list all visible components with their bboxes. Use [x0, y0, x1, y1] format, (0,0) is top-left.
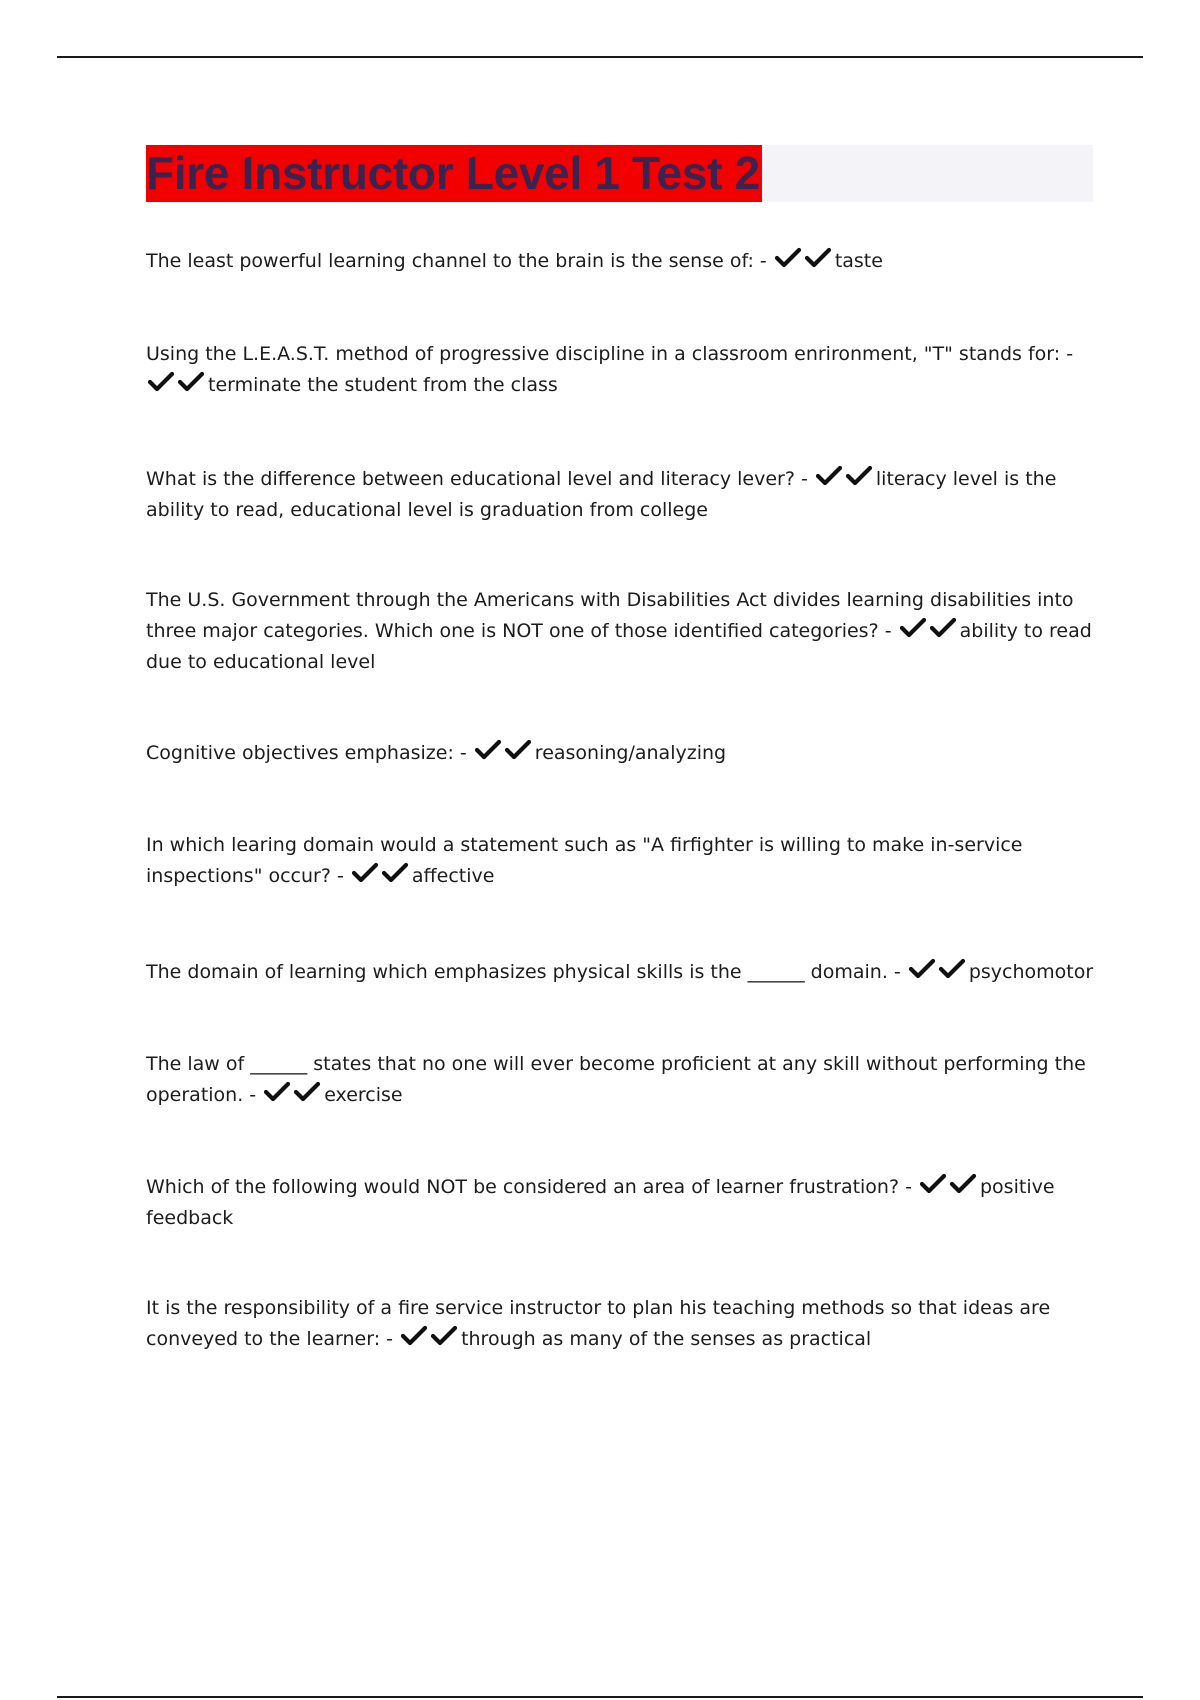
answer-text: reasoning/analyzing	[534, 742, 727, 764]
double-checkmark-icon	[475, 739, 533, 761]
answer-text: positive feedback	[146, 1176, 1055, 1229]
separator: -	[753, 250, 773, 272]
double-checkmark-icon	[920, 1173, 978, 1195]
page-title: Fire Instructor Level 1 Test 2	[146, 145, 762, 202]
separator: -	[380, 1328, 400, 1350]
question-text: The U.S. Government through the Americans with Disabilities Act divides learning disabilities into three major categories. Which one is NOT one of those identified categories?	[146, 589, 1074, 642]
qa-item-8	[146, 1049, 1098, 1111]
qa-item-10	[146, 1293, 1098, 1355]
answer-text: psychomotor	[968, 961, 1094, 983]
bottom-rule	[57, 1696, 1143, 1698]
qa-item-6	[146, 830, 1098, 892]
question-text: The least powerful learning channel to the brain is the sense of:	[146, 250, 754, 272]
qa-item-3	[146, 464, 1098, 526]
double-checkmark-icon	[775, 247, 833, 269]
double-checkmark-icon	[401, 1325, 459, 1347]
answer-text: affective	[411, 865, 495, 887]
qa-item-7	[146, 957, 1098, 988]
double-checkmark-icon	[909, 958, 967, 980]
question-text: Cognitive objectives emphasize:	[146, 742, 454, 764]
separator: -	[453, 742, 473, 764]
qa-item-2	[146, 339, 1098, 401]
qa-item-1	[146, 246, 1098, 277]
answer-text: terminate the student from the class	[208, 374, 558, 396]
answer-text: literacy level is the ability to read, educational level is graduation from college	[146, 468, 1057, 521]
question-text: Using the L.E.A.S.T. method of progressive discipline in a classroom enrironment, "T" stands for:	[146, 343, 1061, 365]
answer-text: taste	[834, 250, 883, 272]
question-text: Which of the following would NOT be considered an area of learner frustration?	[146, 1176, 900, 1198]
question-text: In which learing domain would a statement such as "A firfighter is willing to make in-service inspections" occur?	[146, 834, 1023, 887]
separator: -	[878, 620, 898, 642]
separator: -	[243, 1084, 263, 1106]
question-text: The law of ______ states that no one will ever become proficient at any skill without performing the operation.	[146, 1053, 1086, 1106]
double-checkmark-icon	[900, 617, 958, 639]
answer-text: exercise	[324, 1084, 403, 1106]
separator: -	[899, 1176, 918, 1198]
double-checkmark-icon	[352, 862, 410, 884]
double-checkmark-icon	[148, 371, 206, 393]
separator: -	[794, 468, 814, 490]
question-text: It is the responsibility of a fire service instructor to plan his teaching methods so that ideas are conveyed to the learner:	[146, 1297, 1051, 1350]
question-text: What is the difference between educational level and literacy lever?	[146, 468, 795, 490]
separator: -	[330, 865, 350, 887]
top-rule	[57, 56, 1143, 58]
qa-item-9	[146, 1172, 1098, 1234]
answer-text: through as many of the senses as practical	[461, 1328, 872, 1350]
answer-text: ability to read due to educational level	[146, 620, 1092, 673]
qa-item-5	[146, 738, 1098, 769]
double-checkmark-icon	[816, 465, 874, 487]
question-text: The domain of learning which emphasizes physical skills is the ______ domain.	[146, 961, 888, 983]
separator: -	[887, 961, 907, 983]
separator: -	[1060, 343, 1074, 365]
double-checkmark-icon	[264, 1081, 322, 1103]
qa-item-4	[146, 585, 1098, 678]
